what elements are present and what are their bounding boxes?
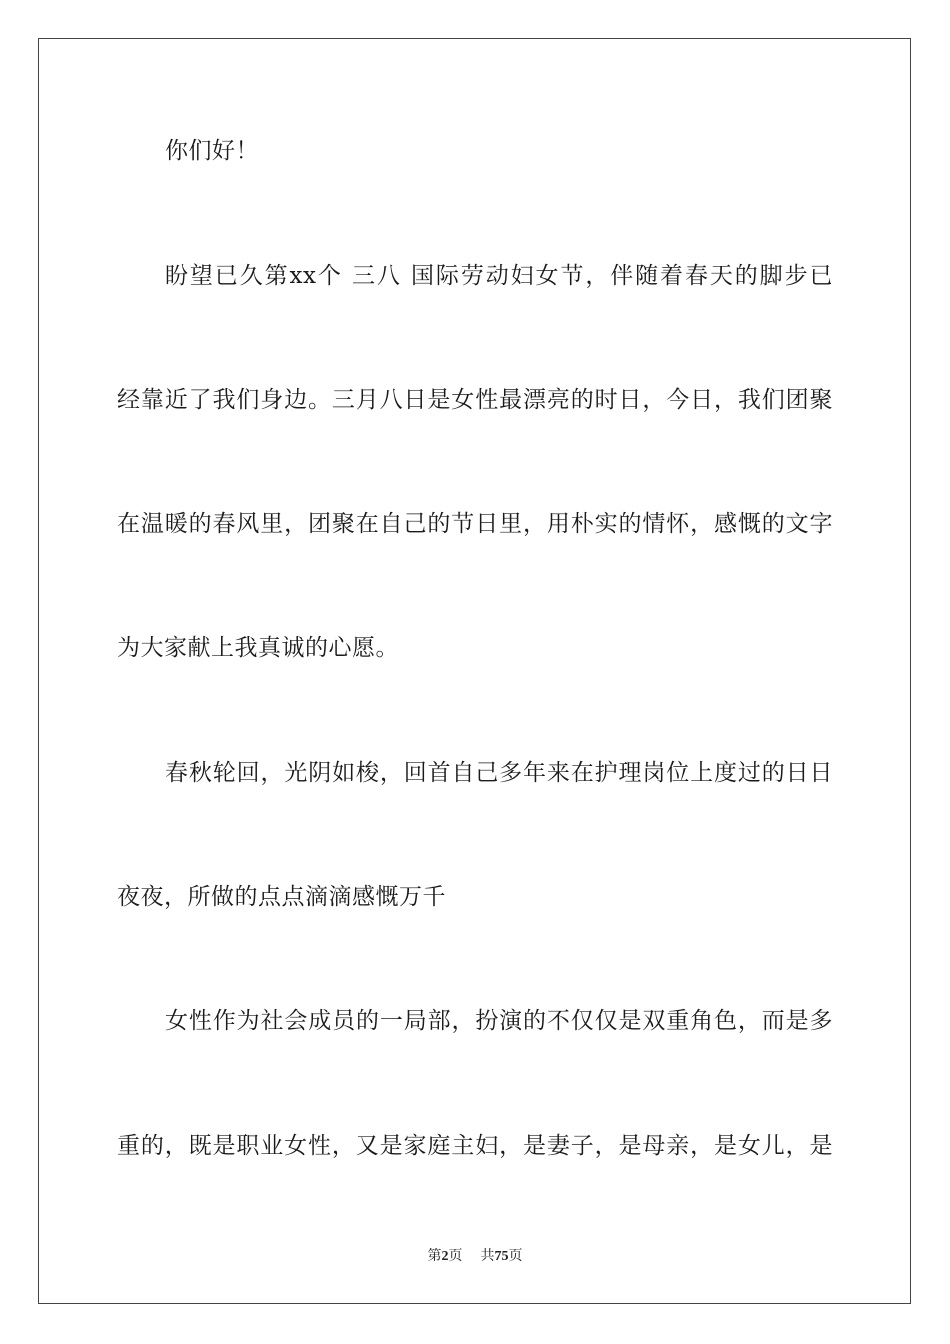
paragraph-1-line-2: 经靠近了我们身边。三月八日是女性最漂亮的时日，今日，我们团聚 — [117, 387, 833, 413]
paragraph-1-line-1: 盼望已久第xx个 三八 国际劳动妇女节，伴随着春天的脚步已 — [165, 263, 833, 289]
paragraph-2-line-2: 夜夜，所做的点点滴滴感慨万千 — [117, 884, 446, 910]
total-suffix: 页 — [508, 1249, 523, 1264]
page-number: 2 — [441, 1249, 449, 1264]
total-pages: 75 — [494, 1249, 509, 1264]
page-suffix: 页 — [448, 1249, 463, 1264]
paragraph-3-line-2: 重的，既是职业女性，又是家庭主妇，是妻子，是母亲，是女儿，是 — [117, 1133, 833, 1159]
greeting-line: 你们好！ — [165, 138, 259, 164]
page-footer — [0, 1247, 950, 1267]
page-prefix: 第 — [427, 1249, 442, 1264]
total-prefix: 共 — [480, 1249, 495, 1264]
page-border — [38, 38, 911, 1304]
paragraph-1-line-3: 在温暖的春风里，团聚在自己的节日里，用朴实的情怀，感慨的文字 — [117, 511, 833, 537]
paragraph-2-line-1: 春秋轮回，光阴如梭，回首自己多年来在护理岗位上度过的日日 — [165, 760, 833, 786]
paragraph-1-line-4: 为大家献上我真诚的心愿。 — [117, 635, 399, 661]
paragraph-3-line-1: 女性作为社会成员的一局部，扮演的不仅仅是双重角色，而是多 — [165, 1008, 833, 1034]
